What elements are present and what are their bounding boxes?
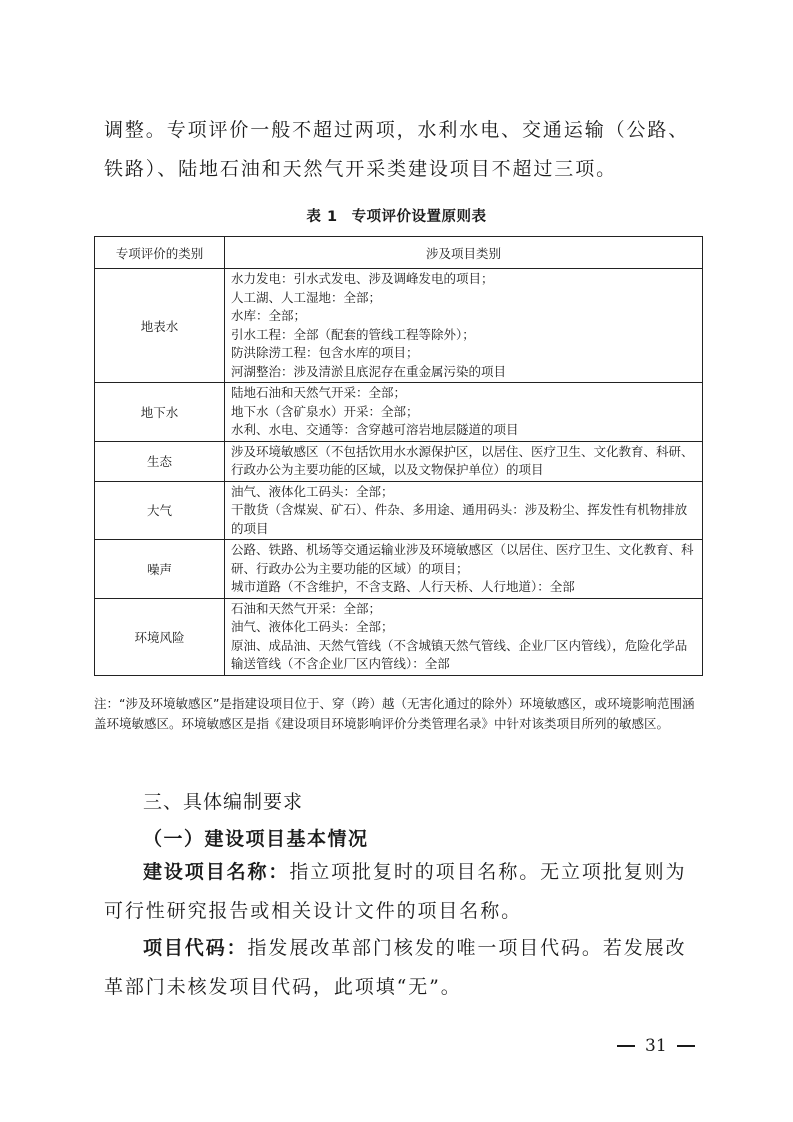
row-item: 油气、液体化工码头：全部； xyxy=(231,619,394,634)
row-item: 地下水（含矿泉水）开采：全部； xyxy=(231,403,419,419)
paragraph-text: 指发展改革部门核发的唯一项目代码。若发展改革部门未核发项目代码，此项填“无”。 xyxy=(104,937,687,998)
table-header-row xyxy=(95,237,703,269)
row-item: 干散货（含煤炭、矿石）、件杂、多用途、通用码头：涉及粉尘、挥发性有机物排放的项目 xyxy=(231,502,688,536)
row-category: 噪声 xyxy=(95,540,225,599)
row-item: 河湖整治：涉及清淤且底泥存在重金属污染的项目 xyxy=(231,363,507,379)
row-items xyxy=(225,441,703,481)
table-note: 注：“涉及环境敏感区”是指建设项目位于、穿（跨）越（无害化通过的除外）环境敏感区，或环境影响范围涵盖环境敏感区。环境敏感区是指《建设项目环境影响评价分类管理名录》中针对该类项目所列的敏感区。 xyxy=(94,696,695,731)
page-number xyxy=(607,1036,705,1056)
row-category: 生态 xyxy=(95,441,225,481)
row-items xyxy=(225,540,703,599)
table-row xyxy=(95,540,703,599)
paragraph-project-code xyxy=(104,929,690,1007)
row-item: 原油、成品油、天然气管线（不含城镇天然气管线、企业厂区内管线），危险化学品输送管线（不含企业厂区内管线）：全部 xyxy=(231,637,688,671)
row-items xyxy=(225,598,703,675)
row-category: 环境风险 xyxy=(95,598,225,675)
page-number-text: 31 xyxy=(645,1036,667,1056)
table-row xyxy=(95,441,703,481)
row-item: 陆地石油和天然气开采：全部； xyxy=(231,385,407,400)
row-item: 人工湖、人工湿地：全部； xyxy=(231,289,382,305)
dash-left xyxy=(617,1045,635,1047)
intro-paragraph: 调整。专项评价一般不超过两项，水利水电、交通运输（公路、铁路）、陆地石油和天然气开采类建设项目不超过三项。 xyxy=(104,119,690,180)
row-item: 油气、液体化工码头：全部； xyxy=(231,483,394,499)
row-item: 涉及环境敏感区（不包括饮用水水源保护区，以居住、医疗卫生、文化教育、科研、行政办公为主要功能的区域，以及文物保护单位）的项目 xyxy=(231,443,694,477)
paragraph-project-name xyxy=(104,853,690,931)
row-items xyxy=(225,269,703,383)
row-item: 城市道路（不含维护，不含支路、人行天桥、人行地道）：全部 xyxy=(231,579,575,594)
table-row xyxy=(95,481,703,540)
row-items xyxy=(225,481,703,540)
row-category: 地表水 xyxy=(95,269,225,383)
row-item: 引水工程：全部（配套的管线工程等除外）； xyxy=(231,326,475,342)
table-number: 表 1 xyxy=(306,209,338,225)
row-item: 水利、水电、交通等：含穿越可溶岩地层隧道的项目 xyxy=(231,422,519,437)
row-items xyxy=(225,383,703,442)
table-title xyxy=(0,205,793,226)
row-item: 石油和天然气开采：全部； xyxy=(231,600,382,616)
table-row xyxy=(95,383,703,442)
table-row xyxy=(95,269,703,383)
section-heading: 三、具体编制要求 xyxy=(143,791,304,813)
paragraph-text: 指立项批复时的项目名称。无立项批复则为可行性研究报告或相关设计文件的项目名称。 xyxy=(104,861,687,922)
row-item: 公路、铁路、机场等交通运输业涉及环境敏感区（以居住、医疗卫生、文化教育、科研、行政办公为主要功能的区域）的项目； xyxy=(231,542,694,576)
principles-table xyxy=(94,236,703,676)
row-category: 大气 xyxy=(95,481,225,540)
term-label: 项目代码： xyxy=(143,937,248,959)
subsection-heading: （一）建设项目基本情况 xyxy=(143,828,369,850)
dash-right xyxy=(677,1045,695,1047)
header-category: 专项评价的类别 xyxy=(95,237,225,269)
header-items: 涉及项目类别 xyxy=(225,237,703,269)
table-title-text: 专项评价设置原则表 xyxy=(351,209,487,225)
term-label: 建设项目名称： xyxy=(143,861,290,883)
table-row xyxy=(95,598,703,675)
row-item: 水力发电：引水式发电、涉及调峰发电的项目； xyxy=(231,271,494,286)
row-item: 防洪除涝工程：包含水库的项目； xyxy=(231,345,419,360)
row-item: 水库：全部； xyxy=(231,308,307,323)
row-category: 地下水 xyxy=(95,383,225,442)
